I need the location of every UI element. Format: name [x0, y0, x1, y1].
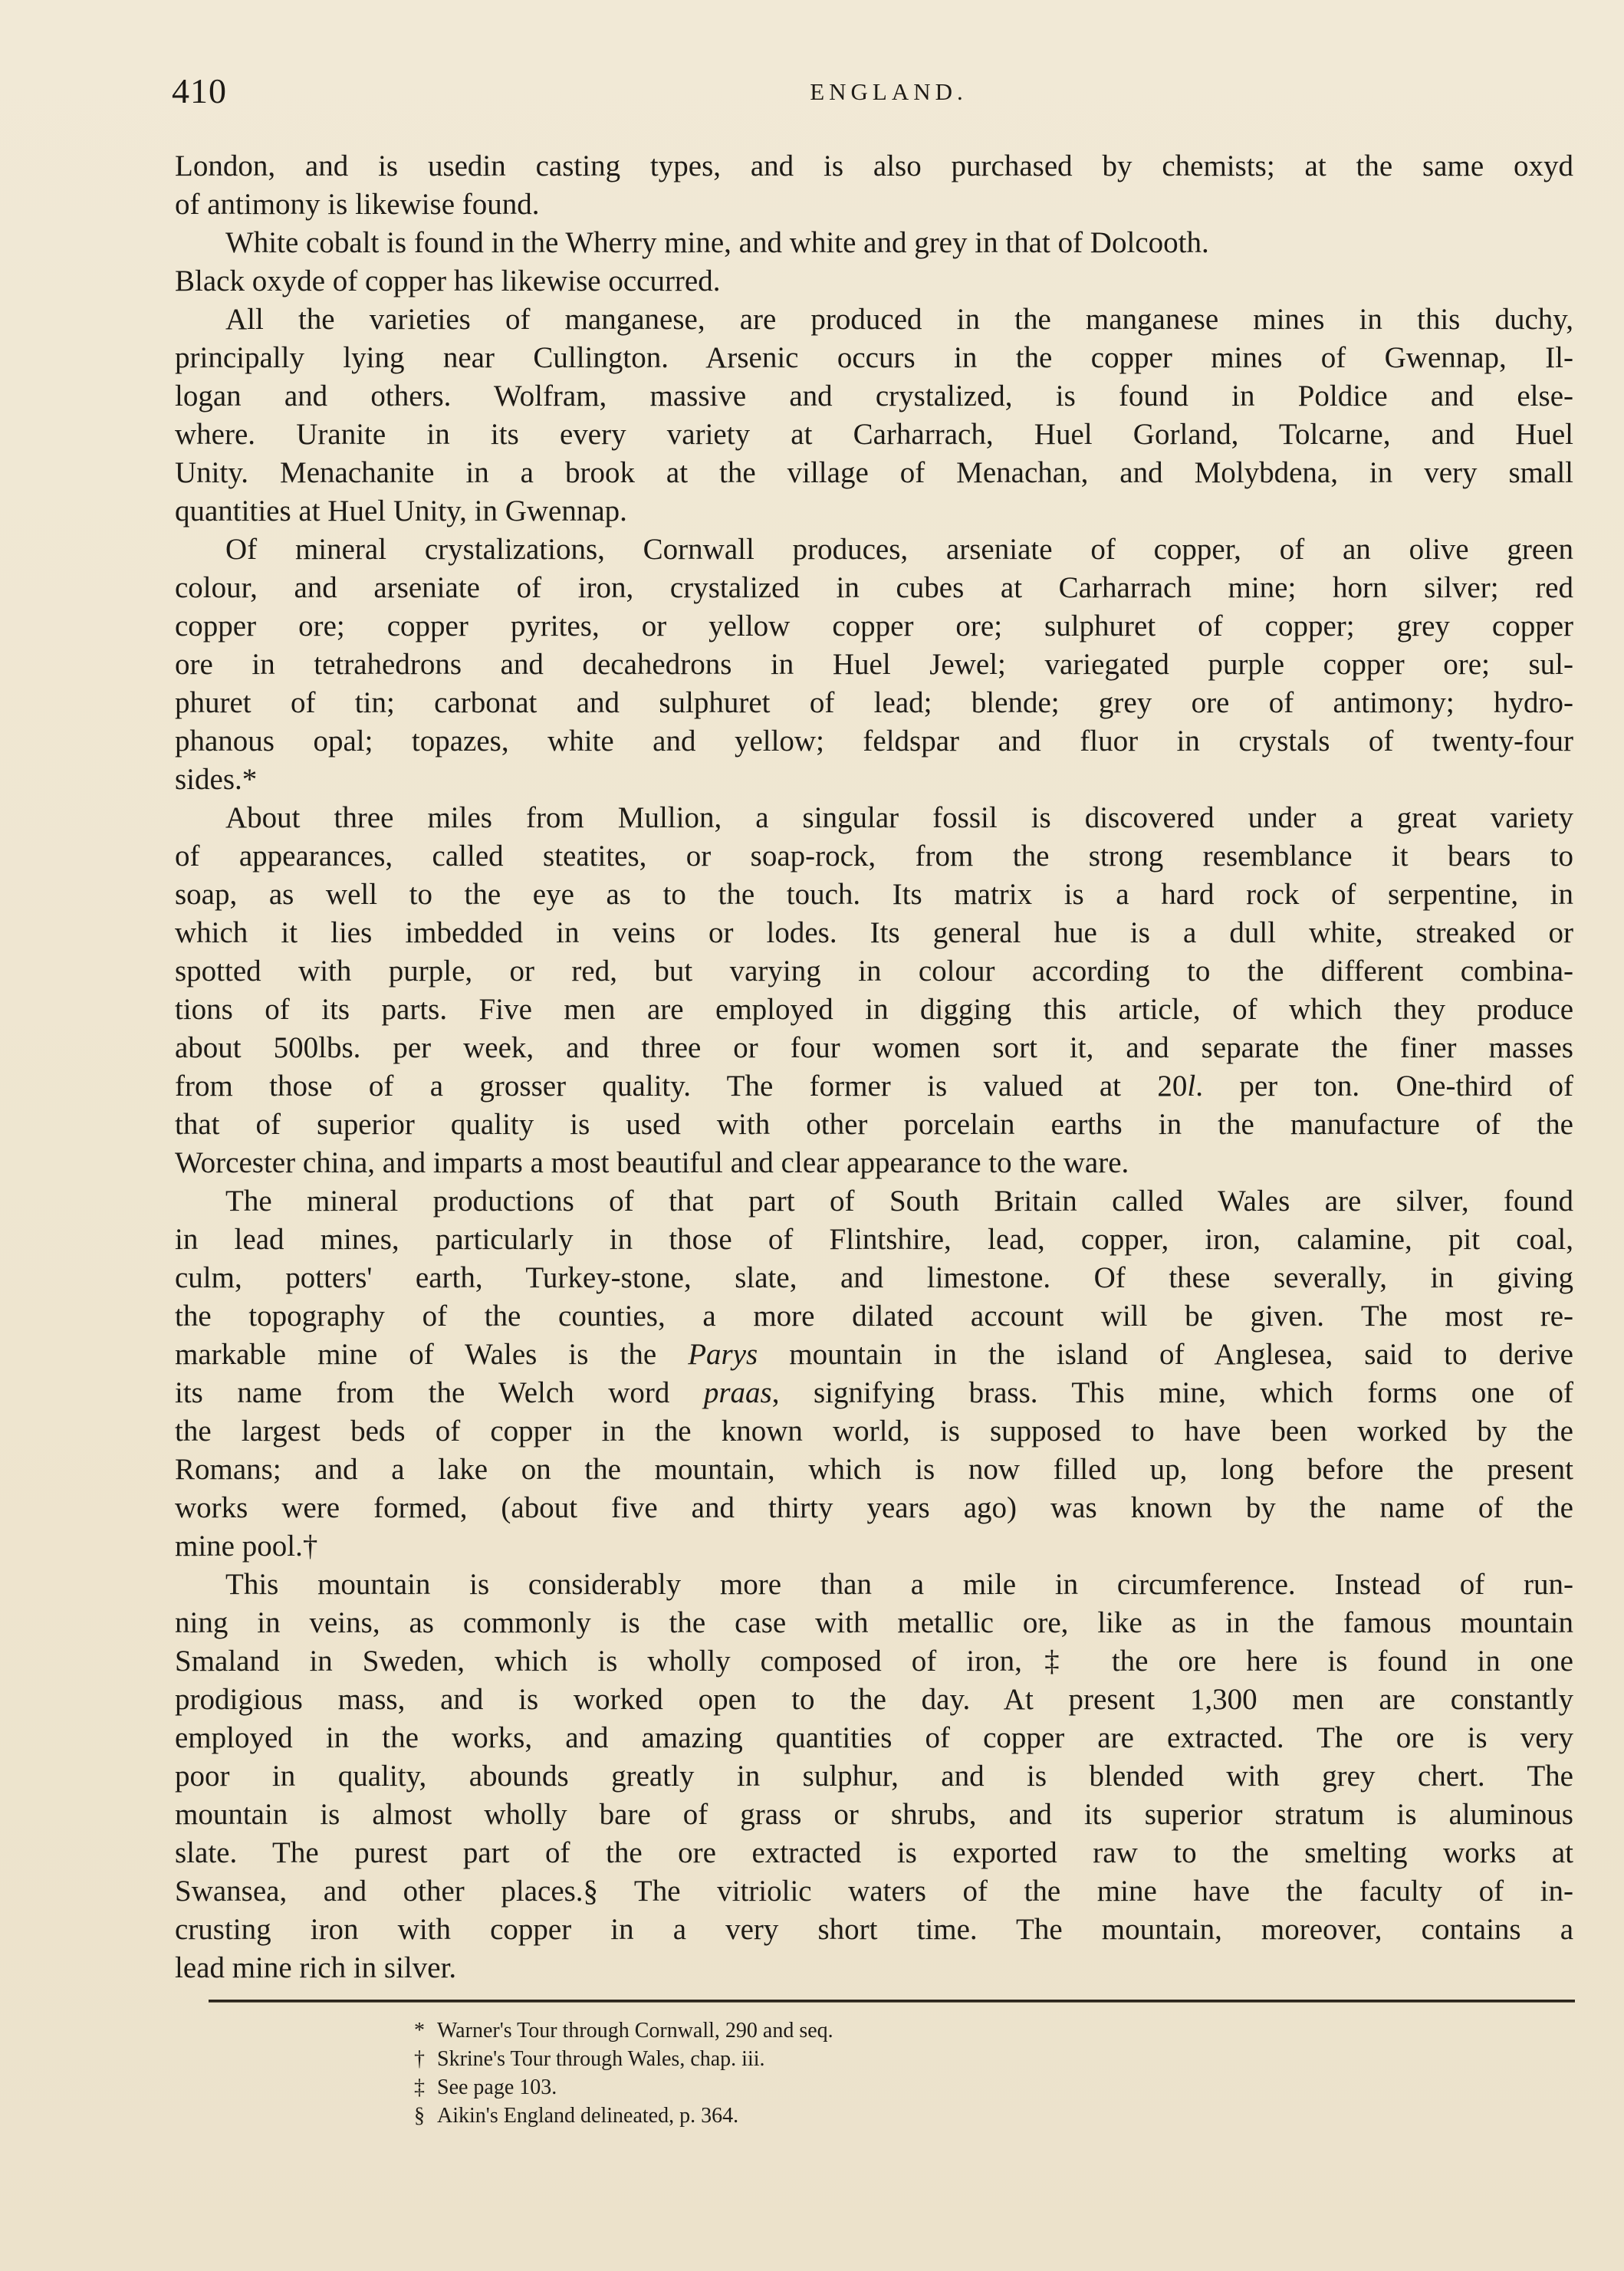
text-line: crusting iron with copper in a very short time. The mountain, moreover, contains a [175, 1913, 1573, 1946]
footnote-mark: ‡ [414, 2075, 425, 2099]
text-line: poor in quality, abounds greatly in sulphur, and is blended with grey chert. The [175, 1760, 1573, 1793]
footnote [414, 2073, 1104, 2102]
footnotes [414, 2016, 1104, 2130]
text-line: logan and others. Wolfram, massive and crystalized, is found in Poldice and else- [175, 380, 1573, 412]
text-line: markable mine of Wales is the Parys mountain in the island of Anglesea, said to derive [175, 1338, 1573, 1371]
body-text [175, 147, 1573, 1987]
footnote [414, 2102, 1104, 2130]
text-line: of appearances, called steatites, or soap-rock, from the strong resemblance it bears to [175, 840, 1573, 873]
text-line: Of mineral crystalizations, Cornwall produces, arseniate of copper, of an olive green [225, 533, 1573, 566]
text-line: the topography of the counties, a more dilated account will be given. The most re- [175, 1300, 1573, 1333]
footnote-text: Warner's Tour through Cornwall, 290 and seq. [437, 2019, 833, 2043]
running-head: ENGLAND. [810, 78, 968, 105]
text-line: sides.* [175, 763, 258, 796]
text-line: quantities at Huel Unity, in Gwennap. [175, 495, 627, 527]
text-line: about 500lbs. per week, and three or four women sort it, and separate the finer masses [175, 1031, 1573, 1064]
text-line: White cobalt is found in the Wherry mine, and white and grey in that of Dolcooth. [225, 226, 1209, 259]
text-line: mine pool.† [175, 1530, 318, 1563]
text-line: its name from the Welch word praas, signifying brass. This mine, which forms one of [175, 1376, 1573, 1409]
text-line: that of superior quality is used with other porcelain earths in the manufacture of the [175, 1108, 1573, 1141]
text-line: tions of its parts. Five men are employed in digging this article, of which they produce [175, 993, 1573, 1026]
footnote-mark: † [414, 2047, 425, 2071]
text-line: copper ore; copper pyrites, or yellow copper ore; sulphuret of copper; grey copper [175, 610, 1573, 643]
text-line: employed in the works, and amazing quantities of copper are extracted. The ore is very [175, 1721, 1573, 1754]
text-line: ning in veins, as commonly is the case with metallic ore, like as in the famous mountain [175, 1606, 1573, 1639]
footnote [414, 2045, 1104, 2073]
text-line: colour, and arseniate of iron, crystalized in cubes at Carharrach mine; horn silver; red [175, 571, 1573, 604]
text-line: Romans; and a lake on the mountain, which is now filled up, long before the present [175, 1453, 1573, 1486]
text-line: of antimony is likewise found. [175, 188, 540, 221]
text-line: ore in tetrahedrons and decahedrons in Huel Jewel; variegated purple copper ore; sul- [175, 648, 1573, 681]
footnote-text: Skrine's Tour through Wales, chap. iii. [437, 2047, 765, 2071]
text-line: principally lying near Cullington. Arsenic occurs in the copper mines of Gwennap, Il- [175, 341, 1573, 374]
text-line: Smaland in Sweden, which is wholly composed of iron,‡ the ore here is found in one [175, 1645, 1573, 1678]
footnote-text: Aikin's England delineated, p. 364. [437, 2104, 739, 2128]
text-line: prodigious mass, and is worked open to the day. At present 1,300 men are constantly [175, 1683, 1573, 1716]
footnote-text: See page 103. [437, 2075, 557, 2099]
text-line: works were formed, (about five and thirty years ago) was known by the name of the [175, 1491, 1573, 1524]
text-line: lead mine rich in silver. [175, 1951, 457, 1984]
text-line: culm, potters' earth, Turkey-stone, slate, and limestone. Of these severally, in giving [175, 1261, 1573, 1294]
text-line: The mineral productions of that part of South Britain called Wales are silver, found [225, 1185, 1573, 1218]
text-line: slate. The purest part of the ore extracted is exported raw to the smelting works at [175, 1836, 1573, 1869]
text-line: Unity. Menachanite in a brook at the village of Menachan, and Molybdena, in very small [175, 456, 1573, 489]
text-line: the largest beds of copper in the known world, is supposed to have been worked by the [175, 1415, 1573, 1448]
text-line: from those of a grosser quality. The former is valued at 20l. per ton. One-third of [175, 1070, 1573, 1103]
text-line: About three miles from Mullion, a singular fossil is discovered under a great variety [225, 801, 1573, 834]
text-line: Worcester china, and imparts a most beautiful and clear appearance to the ware. [175, 1146, 1129, 1179]
footnote-mark: * [414, 2019, 425, 2043]
text-line: Swansea, and other places.§ The vitriolic waters of the mine have the faculty of in- [175, 1875, 1573, 1908]
page-number: 410 [172, 71, 227, 110]
text-line: All the varieties of manganese, are produced in the manganese mines in this duchy, [225, 303, 1573, 336]
footnote-mark: § [414, 2104, 425, 2128]
text-line: in lead mines, particularly in those of Flintshire, lead, copper, iron, calamine, pit coal, [175, 1223, 1573, 1256]
text-line: This mountain is considerably more than a mile in circumference. Instead of run- [225, 1568, 1573, 1601]
text-line: phanous opal; topazes, white and yellow; feldspar and fluor in crystals of twenty-four [175, 725, 1573, 758]
text-line: where. Uranite in its every variety at Carharrach, Huel Gorland, Tolcarne, and Huel [175, 418, 1573, 451]
text-line: mountain is almost wholly bare of grass or shrubs, and its superior stratum is aluminous [175, 1798, 1573, 1831]
page-header [172, 71, 1575, 117]
text-line: Black oxyde of copper has likewise occurred. [175, 265, 721, 297]
footnote [414, 2016, 1104, 2045]
text-line: phuret of tin; carbonat and sulphuret of lead; blende; grey ore of antimony; hydro- [175, 686, 1573, 719]
text-line: London, and is usedin casting types, and is also purchased by chemists; at the same oxyd [175, 150, 1573, 182]
text-line: which it lies imbedded in veins or lodes. Its general hue is a dull white, streaked or [175, 916, 1573, 949]
text-line: spotted with purple, or red, but varying in colour according to the different combina- [175, 955, 1573, 988]
text-line: soap, as well to the eye as to the touch. Its matrix is a hard rock of serpentine, in [175, 878, 1573, 911]
footnote-rule [209, 2000, 1575, 2003]
